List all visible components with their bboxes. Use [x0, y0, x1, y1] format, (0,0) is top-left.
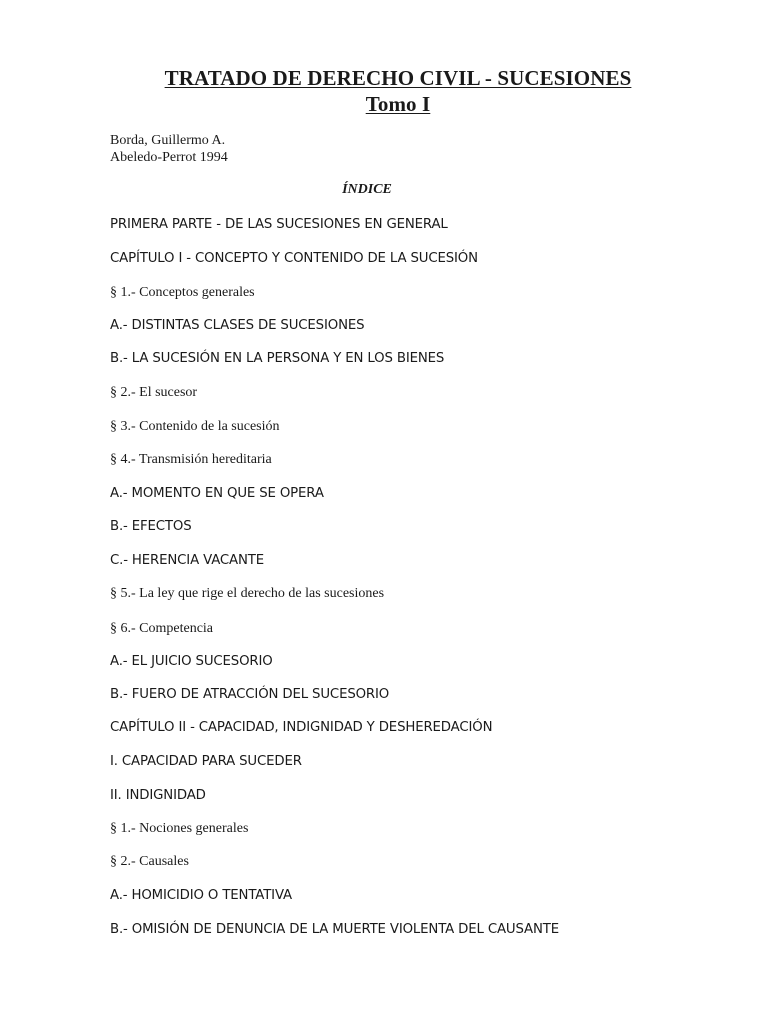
- toc-entry: CAPÍTULO II - CAPACIDAD, INDIGNIDAD Y DESHEREDACIÓN: [110, 720, 493, 735]
- toc-entry: I. CAPACIDAD PARA SUCEDER: [110, 754, 302, 769]
- toc-entry: § 1.- Conceptos generales: [110, 285, 255, 300]
- toc-entry: B.- EFECTOS: [110, 519, 192, 534]
- toc-entry: B.- FUERO DE ATRACCIÓN DEL SUCESORIO: [110, 687, 390, 702]
- toc-entry: § 2.- Causales: [110, 854, 189, 869]
- toc-entry: § 6.- Competencia: [110, 621, 214, 636]
- toc-entry: C.- HERENCIA VACANTE: [110, 553, 265, 568]
- toc-entry: B.- OMISIÓN DE DENUNCIA DE LA MUERTE VIOLENTA DEL CAUSANTE: [110, 922, 560, 937]
- toc-entry: § 3.- Contenido de la sucesión: [110, 419, 280, 434]
- toc-entry: II. INDIGNIDAD: [110, 788, 206, 803]
- toc-entry: A.- MOMENTO EN QUE SE OPERA: [110, 486, 324, 501]
- document-title: TRATADO DE DERECHO CIVIL - SUCESIONES: [164, 66, 632, 90]
- toc-entry: PRIMERA PARTE - DE LAS SUCESIONES EN GENERAL: [110, 217, 448, 232]
- document-volume: Tomo I: [365, 92, 431, 116]
- toc-entry: § 5.- La ley que rige el derecho de las sucesiones: [110, 586, 385, 601]
- toc-entry: A.- DISTINTAS CLASES DE SUCESIONES: [110, 318, 365, 333]
- toc-entry: CAPÍTULO I - CONCEPTO Y CONTENIDO DE LA SUCESIÓN: [110, 251, 478, 266]
- document-author: Borda, Guillermo A.: [110, 133, 226, 148]
- index-heading: ÍNDICE: [342, 182, 392, 197]
- toc-entry: § 1.- Nociones generales: [110, 821, 249, 836]
- document-publisher: Abeledo-Perrot 1994: [110, 150, 228, 165]
- toc-entry: B.- LA SUCESIÓN EN LA PERSONA Y EN LOS BIENES: [110, 351, 445, 366]
- toc-entry: A.- HOMICIDIO O TENTATIVA: [110, 888, 292, 903]
- toc-entry: § 2.- El sucesor: [110, 385, 198, 400]
- toc-entry: § 4.- Transmisión hereditaria: [110, 452, 272, 467]
- toc-entry: A.- EL JUICIO SUCESORIO: [110, 654, 273, 669]
